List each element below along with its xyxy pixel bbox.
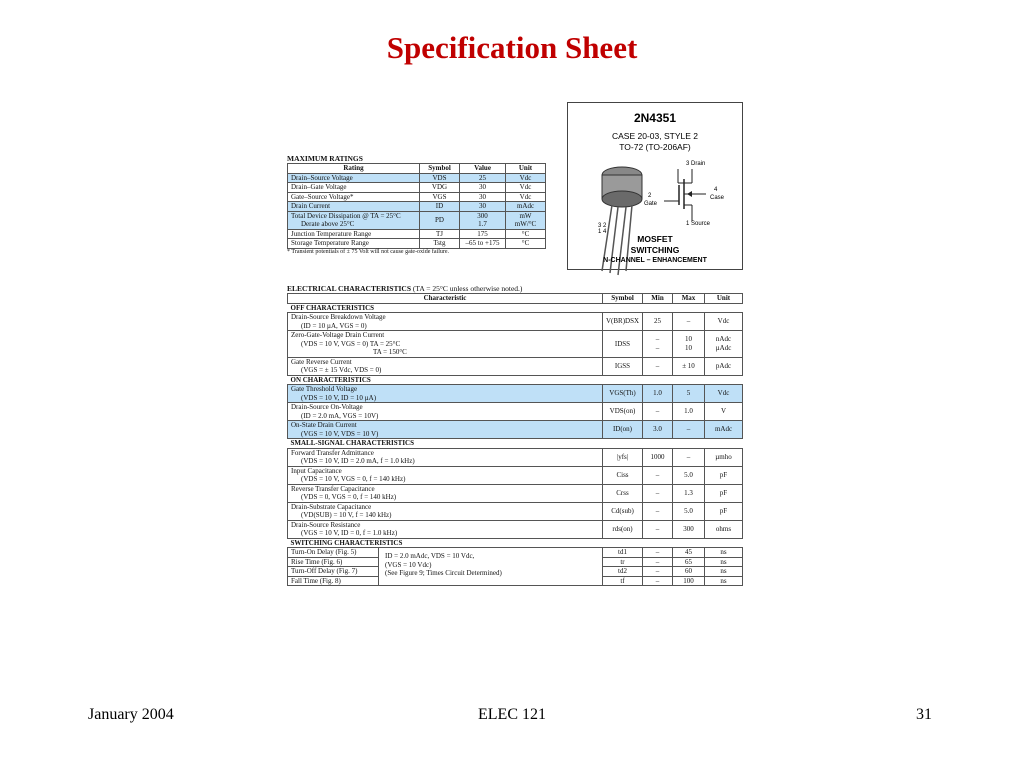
footer-course: ELEC 121 (478, 706, 546, 723)
characteristic-cell (288, 548, 603, 586)
table-row (288, 239, 546, 249)
unit-cell: pF (705, 502, 743, 520)
table-row (288, 202, 546, 212)
char-condition: (VDS = 10 V, ID = 10 µA) (301, 393, 377, 402)
lead-numbers: 3 2 1 4 (598, 223, 607, 235)
value-cell: 30 (460, 183, 506, 193)
min-cell (643, 331, 673, 358)
table-row (288, 331, 743, 358)
symbol-cell: |yfs| (603, 448, 643, 466)
table-row (288, 173, 546, 183)
pin-case-label: Case (710, 195, 725, 201)
min-line: – (655, 335, 660, 344)
value-cell: 30 (460, 192, 506, 202)
characteristic-cell (288, 520, 603, 538)
symbol-cell: V(BR)DSX (603, 313, 643, 331)
pin-gate-number: 2 (648, 193, 652, 199)
char-condition: (VDS = 10 V, VGS = 0) TA = 25°C (301, 339, 401, 348)
char-condition: (VGS = 10 V, VDS = 10 V) (301, 429, 379, 438)
table-row (288, 183, 546, 193)
char-line: Reverse Transfer Capacitance (291, 484, 375, 493)
symbol-cell: PD (420, 211, 460, 229)
unit-cell: ns (705, 576, 743, 586)
max-cell: 60 (673, 567, 705, 577)
col-min: Min (643, 294, 673, 304)
section-header-row (288, 538, 743, 548)
col-max: Max (673, 294, 705, 304)
min-cell: 1000 (643, 448, 673, 466)
device-type-2: SWITCHING (630, 245, 680, 255)
electrical-characteristics-heading (287, 284, 742, 293)
char-line: Gate Reverse Current (291, 357, 352, 366)
switching-label: Rise Time (Fig. 6) (288, 558, 378, 568)
unit-cell: ns (705, 567, 743, 577)
min-cell: – (643, 548, 673, 558)
rating-cell (288, 211, 420, 229)
unit-line-2: µAdc (715, 343, 732, 352)
char-line: Drain-Source Resistance (291, 520, 361, 529)
col-characteristic: Characteristic (288, 294, 603, 304)
unit-cell: Vdc (506, 192, 546, 202)
unit-cell: ohms (705, 520, 743, 538)
rating-line-2: Derate above 25°C (301, 220, 355, 228)
rating-cell: Drain–Source Voltage (288, 173, 420, 183)
characteristic-cell (288, 403, 603, 421)
section-header-row (288, 439, 743, 449)
unit-cell: V (705, 403, 743, 421)
characteristic-cell (288, 484, 603, 502)
symbol-cell: VGS (420, 192, 460, 202)
symbol-cell: IGSS (603, 357, 643, 375)
rating-cell: Storage Temperature Range (288, 239, 420, 249)
case-line-1: CASE 20-03, STYLE 2 (612, 131, 698, 141)
characteristic-cell (288, 466, 603, 484)
min-cell: – (643, 502, 673, 520)
max-cell: 45 (673, 548, 705, 558)
char-line: Drain-Source Breakdown Voltage (291, 313, 386, 321)
footer-page-number: 31 (916, 706, 932, 723)
characteristic-cell (288, 357, 603, 375)
min-cell: – (643, 567, 673, 577)
electrical-heading-text: ELECTRICAL CHARACTERISTICS (287, 284, 411, 293)
unit-cell: ns (705, 548, 743, 558)
table-row (288, 484, 743, 502)
table-row (288, 520, 743, 538)
char-line: Drain-Substrate Capacitance (291, 502, 372, 511)
min-cell: – (643, 520, 673, 538)
table-row (288, 466, 743, 484)
char-condition: (VGS = ± 15 Vdc, VDS = 0) (301, 366, 382, 374)
min-line-2: – (655, 343, 660, 352)
col-symbol: Symbol (420, 164, 460, 174)
unit-cell: pAdc (705, 357, 743, 375)
char-condition: (VGS = 10 V, ID = 0, f = 1.0 kHz) (301, 529, 398, 537)
min-cell: – (643, 484, 673, 502)
characteristic-cell (288, 385, 603, 403)
max-line: 10 (685, 335, 692, 344)
symbol-cell: VDG (420, 183, 460, 193)
switching-labels (288, 548, 379, 585)
pin-case-number: 4 (714, 187, 718, 193)
symbol-cell: ID (420, 202, 460, 212)
min-cell: – (643, 357, 673, 375)
unit-cell: Vdc (705, 313, 743, 331)
max-cell: – (673, 448, 705, 466)
unit-cell: °C (506, 239, 546, 249)
col-unit: Unit (705, 294, 743, 304)
unit-cell (506, 211, 546, 229)
device-package-box (567, 102, 743, 270)
table-row (288, 403, 743, 421)
table-row (288, 548, 743, 558)
electrical-heading-condition: (TA = 25°C unless otherwise noted.) (412, 284, 523, 293)
value-line-2: 1.7 (478, 220, 487, 228)
table-row (288, 313, 743, 331)
table-row (288, 192, 546, 202)
section-title: ON CHARACTERISTICS (288, 375, 743, 385)
switching-label: Fall Time (Fig. 8) (291, 576, 341, 585)
value-cell: 30 (460, 202, 506, 212)
table-row (288, 448, 743, 466)
value-cell: 25 (460, 173, 506, 183)
symbol-cell: Tstg (420, 239, 460, 249)
electrical-characteristics-table (287, 293, 743, 586)
symbol-cell: td1 (603, 548, 643, 558)
rating-cell: Drain Current (288, 202, 420, 212)
device-type-3: N-CHANNEL – ENHANCEMENT (603, 257, 707, 264)
section-header-row (288, 375, 743, 385)
char-line: Drain-Source On-Voltage (291, 403, 363, 411)
char-condition: (VDS = 0, VGS = 0, f = 140 kHz) (301, 493, 397, 501)
rating-line: Total Device Dissipation @ TA = 25°C (291, 211, 401, 220)
unit-cell: °C (506, 229, 546, 239)
char-line: Gate Threshold Voltage (291, 385, 358, 393)
symbol-cell: tr (603, 557, 643, 567)
rating-cell: Drain–Gate Voltage (288, 183, 420, 193)
table-row (288, 385, 743, 403)
char-condition: (ID = 2.0 mA, VGS = 10V) (301, 411, 379, 420)
value-cell: –65 to +175 (460, 239, 506, 249)
device-type-1: MOSFET (637, 234, 673, 244)
symbol-cell: td2 (603, 567, 643, 577)
table-row (288, 421, 743, 439)
symbol-cell: rds(on) (603, 520, 643, 538)
col-rating: Rating (288, 164, 420, 174)
char-line: Input Capacitance (291, 466, 342, 475)
char-condition-2: TA = 150°C (373, 348, 407, 356)
min-cell: – (643, 403, 673, 421)
max-cell: 300 (673, 520, 705, 538)
symbol-cell: ID(on) (603, 421, 643, 439)
table-row (288, 229, 546, 239)
unit-cell: pF (705, 466, 743, 484)
pin-drain-label: 3 Drain (686, 161, 706, 167)
characteristic-cell (288, 313, 603, 331)
max-cell (673, 331, 705, 358)
switching-conditions (379, 548, 508, 585)
maximum-ratings-heading: MAXIMUM RATINGS (287, 154, 363, 163)
col-unit: Unit (506, 164, 546, 174)
max-cell: ± 10 (673, 357, 705, 375)
symbol-cell: IDSS (603, 331, 643, 358)
part-number: 2N4351 (633, 111, 677, 125)
max-cell: 5 (673, 385, 705, 403)
max-cell: – (673, 313, 705, 331)
unit-cell: Vdc (506, 183, 546, 193)
min-cell: – (643, 557, 673, 567)
max-cell: 5.0 (673, 466, 705, 484)
max-cell: 65 (673, 557, 705, 567)
value-line: 300 (477, 211, 488, 220)
switching-condition-line: (See Figure 9; Times Circuit Determined) (385, 569, 502, 577)
maximum-ratings-block (287, 154, 545, 255)
char-condition: (VDS = 10 V, VGS = 0, f = 140 kHz) (301, 475, 406, 483)
table-row (288, 211, 546, 229)
unit-cell (705, 331, 743, 358)
unit-cell: mAdc (705, 421, 743, 439)
max-cell: 5.0 (673, 502, 705, 520)
min-cell: – (643, 576, 673, 586)
symbol-cell: VGS(Th) (603, 385, 643, 403)
symbol-cell: VDS(on) (603, 403, 643, 421)
col-symbol: Symbol (603, 294, 643, 304)
section-title: SMALL-SIGNAL CHARACTERISTICS (288, 439, 743, 449)
value-cell: 175 (460, 229, 506, 239)
rating-cell: Junction Temperature Range (288, 229, 420, 239)
symbol-cell: Ciss (603, 466, 643, 484)
unit-cell: mAdc (506, 202, 546, 212)
max-line-2: 10 (685, 343, 692, 352)
min-cell: 3.0 (643, 421, 673, 439)
col-value: Value (460, 164, 506, 174)
characteristic-cell (288, 331, 603, 358)
min-cell: – (643, 466, 673, 484)
char-condition: (VDS = 10 V, ID = 2.0 mA, f = 1.0 kHz) (301, 457, 415, 465)
unit-cell: Vdc (506, 173, 546, 183)
char-line: Forward Transfer Admittance (291, 448, 374, 457)
switching-label: Turn-Off Delay (Fig. 7) (288, 567, 378, 577)
value-cell (460, 211, 506, 229)
switching-label: Turn-On Delay (Fig. 5) (288, 548, 378, 558)
unit-cell: ns (705, 557, 743, 567)
symbol-cell: Crss (603, 484, 643, 502)
unit-line-2: mW/°C (514, 220, 537, 228)
max-cell: – (673, 421, 705, 439)
max-cell: 1.0 (673, 403, 705, 421)
characteristic-cell (288, 421, 603, 439)
unit-cell: pF (705, 484, 743, 502)
unit-line: mW (519, 211, 532, 220)
characteristic-cell (288, 448, 603, 466)
min-cell: 25 (643, 313, 673, 331)
char-line: On-State Drain Current (291, 421, 357, 429)
symbol-cell: TJ (420, 229, 460, 239)
characteristic-cell (288, 502, 603, 520)
pin-gate-label: Gate (644, 201, 658, 207)
switching-condition-line: (VGS = 10 Vdc) (385, 560, 432, 569)
footer-date: January 2004 (88, 706, 174, 723)
max-cell: 1.3 (673, 484, 705, 502)
unit-cell: µmho (705, 448, 743, 466)
max-cell: 100 (673, 576, 705, 586)
table-row (288, 357, 743, 375)
switching-condition-line: ID = 2.0 mAdc, VDS = 10 Vdc, (385, 552, 475, 560)
maximum-ratings-footnote: * Transient potentials of ± 75 Volt will not cause gate-oxide failure. (287, 248, 450, 255)
section-title: OFF CHARACTERISTICS (288, 303, 743, 313)
section-header-row (288, 303, 743, 313)
min-cell: 1.0 (643, 385, 673, 403)
char-line: Zero-Gate-Voltage Drain Current (291, 331, 385, 339)
pin-source-label: 1 Source (686, 221, 711, 227)
symbol-cell: Cd(sub) (603, 502, 643, 520)
rating-cell: Gate–Source Voltage* (288, 192, 420, 202)
unit-line: nAdc (715, 335, 732, 344)
table-row (288, 502, 743, 520)
symbol-cell: VDS (420, 173, 460, 183)
char-condition: (VD(SUB) = 10 V, f = 140 kHz) (301, 511, 392, 519)
symbol-cell: tf (603, 576, 643, 586)
case-line-2: TO-72 (TO-206AF) (619, 142, 691, 152)
unit-cell: Vdc (705, 385, 743, 403)
char-condition: (ID = 10 µA, VGS = 0) (301, 321, 367, 330)
section-title: SWITCHING CHARACTERISTICS (288, 538, 743, 548)
electrical-characteristics-block (287, 284, 742, 586)
maximum-ratings-table (287, 163, 546, 249)
slide-title: Specification Sheet (386, 30, 638, 65)
